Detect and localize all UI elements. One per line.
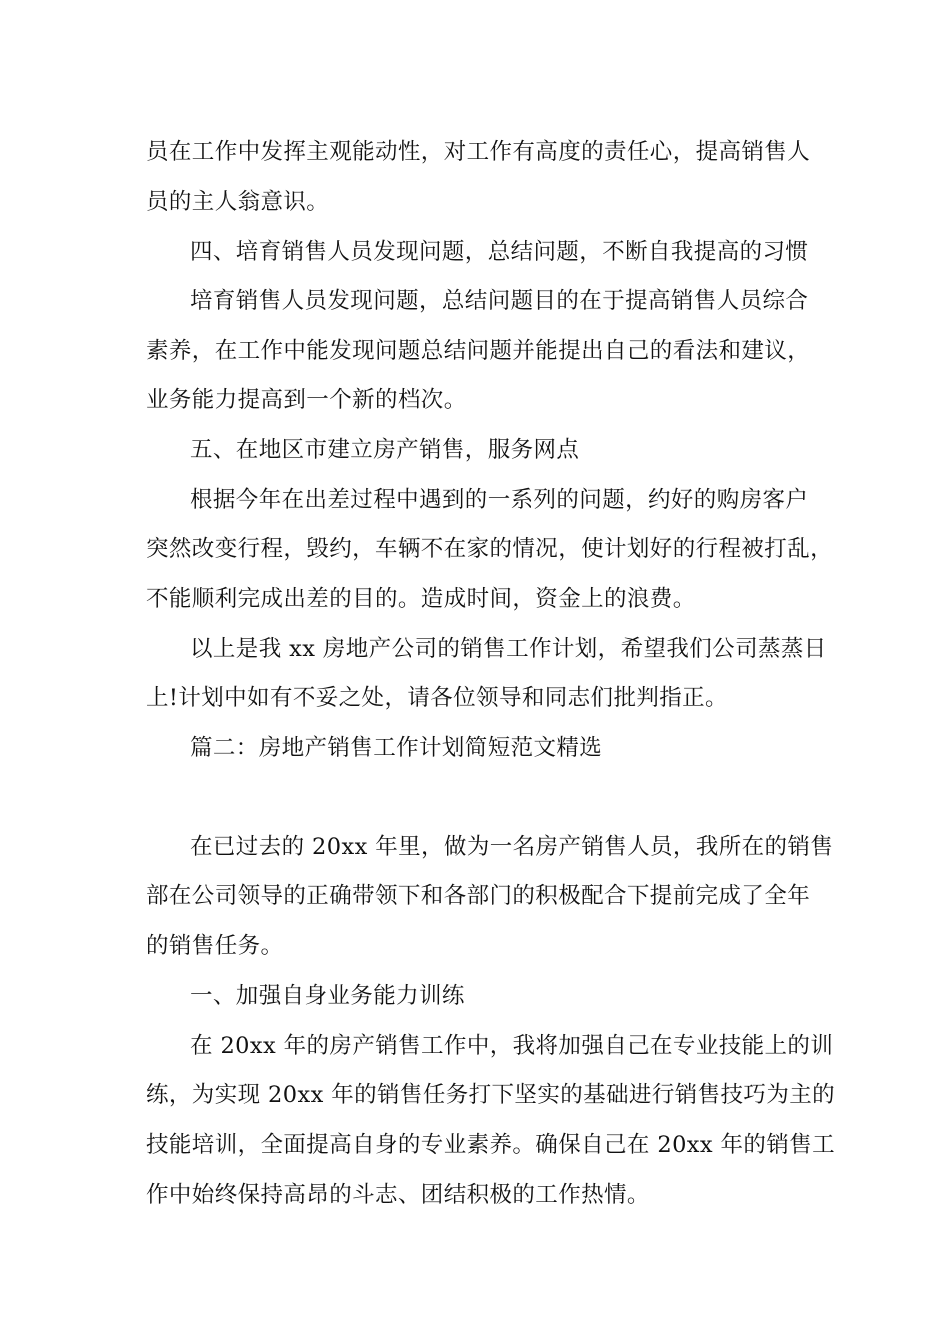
section-heading: 四、培育销售人员发现问题，总结问题，不断自我提高的习惯 xyxy=(190,239,809,265)
text-line: 技能培训，全面提高自身的专业素养。确保自己在 20xx 年的销售工 xyxy=(146,1132,836,1158)
text-line: 员的主人翁意识。 xyxy=(146,189,330,215)
text-line: 素养，在工作中能发现问题总结问题并能提出自己的看法和建议， xyxy=(146,338,811,364)
text-line: 员在工作中发挥主观能动性，对工作有高度的责任心，提高销售人 xyxy=(146,139,811,165)
text-line: 的销售任务。 xyxy=(146,933,284,959)
text-line: 作中始终保持高昂的斗志、团结积极的工作热情。 xyxy=(146,1182,650,1208)
section-heading: 一、加强自身业务能力训练 xyxy=(190,983,465,1009)
text-line: 不能顺利完成出差的目的。造成时间，资金上的浪费。 xyxy=(146,586,696,612)
article-title: 篇二：房地产销售工作计划简短范文精选 xyxy=(190,735,603,761)
text-line: 突然改变行程，毁约，车辆不在家的情况，使计划好的行程被打乱， xyxy=(146,536,834,562)
text-line: 根据今年在出差过程中遇到的一系列的问题，约好的购房客户 xyxy=(190,487,809,513)
text-line: 以上是我 xx 房地产公司的销售工作计划，希望我们公司蒸蒸日 xyxy=(190,636,827,662)
text-line: 业务能力提高到一个新的档次。 xyxy=(146,387,467,413)
text-line: 培育销售人员发现问题，总结问题目的在于提高销售人员综合 xyxy=(190,288,809,314)
text-line: 上!计划中如有不妥之处，请各位领导和同志们批判指正。 xyxy=(146,685,728,711)
section-heading: 五、在地区市建立房产销售，服务网点 xyxy=(190,437,580,463)
text-line: 在 20xx 年的房产销售工作中，我将加强自己在专业技能上的训 xyxy=(190,1033,834,1059)
text-line: 在已过去的 20xx 年里，做为一名房产销售人员，我所在的销售 xyxy=(190,834,834,860)
text-line: 练，为实现 20xx 年的销售任务打下坚实的基础进行销售技巧为主的 xyxy=(146,1082,836,1108)
text-line: 部在公司领导的正确带领下和各部门的积极配合下提前完成了全年 xyxy=(146,883,811,909)
